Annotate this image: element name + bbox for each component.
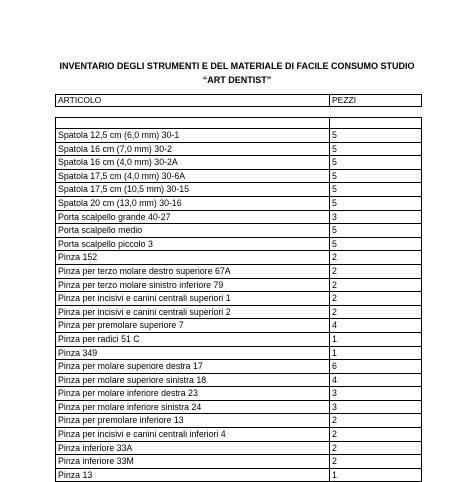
item-quantity: 2 <box>330 441 422 455</box>
item-quantity: 1 <box>330 332 422 346</box>
table-row <box>56 455 422 469</box>
item-quantity: 2 <box>330 414 422 428</box>
item-quantity: 2 <box>330 251 422 265</box>
table-row <box>56 224 422 238</box>
item-quantity: 5 <box>330 224 422 238</box>
table-row <box>56 142 422 156</box>
table-row <box>56 305 422 319</box>
item-name: Pinza per terzo molare sinistro inferiore 79 <box>56 278 330 292</box>
table-row <box>56 196 422 210</box>
document-title: INVENTARIO DEGLI STRUMENTI E DEL MATERIALE DI FACILE CONSUMO STUDIO <box>59 61 415 71</box>
table-row <box>56 373 422 387</box>
table-row <box>56 428 422 442</box>
table-row <box>56 360 422 374</box>
table-row <box>56 319 422 333</box>
item-quantity: 5 <box>330 237 422 251</box>
item-name: Pinza 13 <box>56 468 330 482</box>
header-articolo: ARTICOLO <box>56 95 330 107</box>
item-name: Pinza per premolare inferiore 13 <box>56 414 330 428</box>
table-row <box>56 210 422 224</box>
item-quantity: 5 <box>330 169 422 183</box>
item-name: Porta scalpello piccolo 3 <box>56 237 330 251</box>
item-quantity: 3 <box>330 210 422 224</box>
item-name: Pinza per premolare superiore 7 <box>56 319 330 333</box>
item-name: Pinza per molare superiore sinistra 18 <box>56 373 330 387</box>
item-name: Spatola 17,5 cm (4,0 mm) 30-6A <box>56 169 330 183</box>
item-name: Spatola 20 cm (13,0 mm) 30-16 <box>56 196 330 210</box>
item-quantity: 2 <box>330 292 422 306</box>
item-name: Pinza per molare inferiore destra 23 <box>56 387 330 401</box>
item-name: Spatola 16 cm (4,0 mm) 30-2A <box>56 156 330 170</box>
header-table <box>55 94 422 107</box>
empty-row <box>56 118 422 129</box>
item-quantity: 5 <box>330 129 422 143</box>
item-quantity: 1 <box>330 346 422 360</box>
item-name: Pinza per molare inferiore sinistra 24 <box>56 400 330 414</box>
item-name: Pinza inferiore 33M <box>56 455 330 469</box>
item-quantity: 5 <box>330 196 422 210</box>
empty-cell <box>56 118 330 129</box>
item-name: Pinza per radici 51 C <box>56 332 330 346</box>
item-name: Spatola 17,5 cm (10,5 mm) 30-15 <box>56 183 330 197</box>
item-name: Pinza per incisivi e canini centrali superiori 1 <box>56 292 330 306</box>
item-quantity: 3 <box>330 387 422 401</box>
item-name: Pinza 349 <box>56 346 330 360</box>
table-row <box>56 292 422 306</box>
item-quantity: 4 <box>330 373 422 387</box>
table-row <box>56 346 422 360</box>
inventory-body <box>56 118 422 482</box>
item-name: Porta scalpello medio <box>56 224 330 238</box>
table-row <box>56 468 422 482</box>
document-subtitle: “ART DENTIST” <box>202 75 272 85</box>
table-row <box>56 387 422 401</box>
table-row <box>56 264 422 278</box>
inventory-table <box>55 117 422 482</box>
item-name: Porta scalpello grande 40-27 <box>56 210 330 224</box>
table-row <box>56 169 422 183</box>
item-name: Pinza per molare superiore destra 17 <box>56 360 330 374</box>
table-row <box>56 251 422 265</box>
item-quantity: 6 <box>330 360 422 374</box>
item-name: Pinza 152 <box>56 251 330 265</box>
header-row <box>56 95 422 107</box>
item-name: Pinza inferiore 33A <box>56 441 330 455</box>
header-pezzi: PEZZI <box>330 95 422 107</box>
table-row <box>56 441 422 455</box>
empty-cell <box>330 118 422 129</box>
item-name: Pinza per terzo molare destro superiore 67A <box>56 264 330 278</box>
item-quantity: 2 <box>330 305 422 319</box>
table-row <box>56 129 422 143</box>
item-quantity: 2 <box>330 428 422 442</box>
item-quantity: 4 <box>330 319 422 333</box>
item-quantity: 5 <box>330 183 422 197</box>
item-quantity: 1 <box>330 468 422 482</box>
table-row <box>56 278 422 292</box>
table-row <box>56 156 422 170</box>
table-row <box>56 414 422 428</box>
table-row <box>56 183 422 197</box>
table-row <box>56 237 422 251</box>
item-quantity: 2 <box>330 455 422 469</box>
item-name: Pinza per incisivi e canini centrali superiori 2 <box>56 305 330 319</box>
item-quantity: 2 <box>330 278 422 292</box>
item-name: Spatola 12,5 cm (6,0 mm) 30-1 <box>56 129 330 143</box>
item-quantity: 5 <box>330 156 422 170</box>
item-quantity: 2 <box>330 264 422 278</box>
table-row <box>56 400 422 414</box>
item-name: Spatola 16 cm (7,0 mm) 30-2 <box>56 142 330 156</box>
item-name: Pinza per incisivi e canini centrali inferiori 4 <box>56 428 330 442</box>
table-row <box>56 332 422 346</box>
item-quantity: 5 <box>330 142 422 156</box>
item-quantity: 3 <box>330 400 422 414</box>
